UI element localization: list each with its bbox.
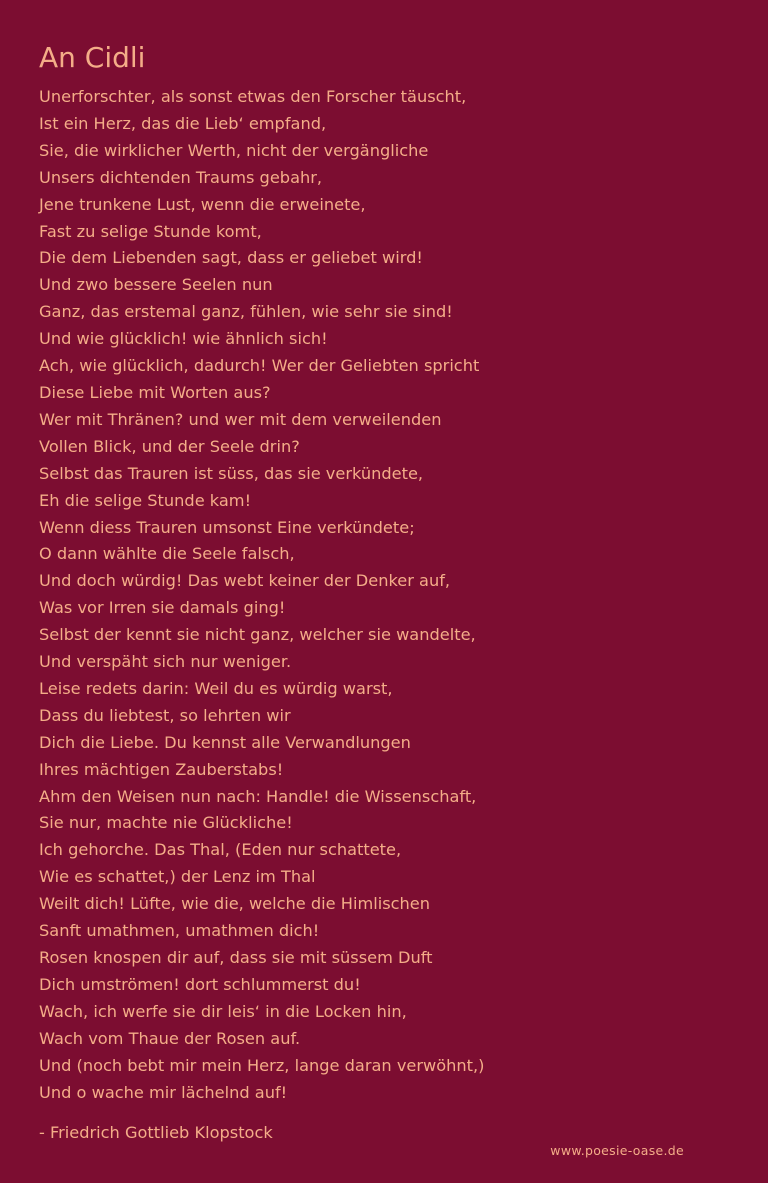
poem-line: Ist ein Herz, das die Lieb‘ empfand, xyxy=(39,113,327,133)
poem-line: Fast zu selige Stunde komt, xyxy=(39,221,262,241)
poem-line: Und o wache mir lächelnd auf! xyxy=(39,1082,288,1102)
poem-line: Dich umströmen! dort schlummerst du! xyxy=(39,974,361,994)
poem-body xyxy=(39,84,484,1106)
poem-author: - Friedrich Gottlieb Klopstock xyxy=(39,1123,273,1142)
poem-line: Ich gehorche. Das Thal, (Eden nur schattete, xyxy=(39,840,402,860)
poem-line: Die dem Liebenden sagt, dass er geliebet wird! xyxy=(39,248,423,268)
poem-line: Diese Liebe mit Worten aus? xyxy=(39,382,271,402)
poem-line: Und verspäht sich nur weniger. xyxy=(39,652,292,672)
poem-line: Und (noch bebt mir mein Herz, lange daran verwöhnt,) xyxy=(39,1055,485,1075)
poem-line: Ahm den Weisen nun nach: Handle! die Wissenschaft, xyxy=(39,786,477,806)
poem-line: Selbst das Trauren ist süss, das sie verkündete, xyxy=(39,463,424,483)
poem-line: Dich die Liebe. Du kennst alle Verwandlungen xyxy=(39,732,411,752)
poem-line: Und wie glücklich! wie ähnlich sich! xyxy=(39,329,328,349)
poem-line: Wach vom Thaue der Rosen auf. xyxy=(39,1028,301,1048)
poem-line: Leise redets darin: Weil du es würdig warst, xyxy=(39,678,393,698)
website-url: www.poesie-oase.de xyxy=(550,1143,684,1158)
poem-line: Und zwo bessere Seelen nun xyxy=(39,275,273,295)
poem-line: Unerforschter, als sonst etwas den Forscher täuscht, xyxy=(39,87,467,106)
poem-line: Ach, wie glücklich, dadurch! Wer der Geliebten spricht xyxy=(39,356,480,376)
poem-line: Wie es schattet,) der Lenz im Thal xyxy=(39,867,316,887)
poem-line: Dass du liebtest, so lehrten wir xyxy=(39,705,291,725)
poem-line: Rosen knospen dir auf, dass sie mit süssem Duft xyxy=(39,948,433,967)
poem-line: Weilt dich! Lüfte, wie die, welche die Himlischen xyxy=(39,894,431,914)
poem-line: Ihres mächtigen Zauberstabs! xyxy=(39,759,284,779)
poem-line: Wach, ich werfe sie dir leis‘ in die Locken hin, xyxy=(39,1001,407,1021)
poem-line: Unsers dichtenden Traums gebahr, xyxy=(39,167,323,187)
poem-line: Eh die selige Stunde kam! xyxy=(39,490,252,510)
poem-line: Sie, die wirklicher Werth, nicht der vergängliche xyxy=(39,140,429,160)
poem-line: Vollen Blick, und der Seele drin? xyxy=(39,436,300,456)
poem-line: Jene trunkene Lust, wenn die erweinete, xyxy=(39,194,366,214)
poem-line: Sanft umathmen, umathmen dich! xyxy=(39,921,320,941)
poem-line: Ganz, das erstemal ganz, fühlen, wie sehr sie sind! xyxy=(39,302,453,322)
poem-line: Wenn diess Trauren umsonst Eine verkündete; xyxy=(39,517,415,537)
poem-line: Sie nur, machte nie Glückliche! xyxy=(39,813,293,833)
poem-line: Wer mit Thränen? und wer mit dem verweilenden xyxy=(39,409,442,429)
poem-title: An Cidli xyxy=(39,41,146,74)
poem-line: O dann wählte die Seele falsch, xyxy=(39,544,295,564)
poem-line: Was vor Irren sie damals ging! xyxy=(39,598,286,618)
poem-line: Selbst der kennt sie nicht ganz, welcher sie wandelte, xyxy=(39,625,476,645)
poem-line: Und doch würdig! Das webt keiner der Denker auf, xyxy=(39,571,451,591)
